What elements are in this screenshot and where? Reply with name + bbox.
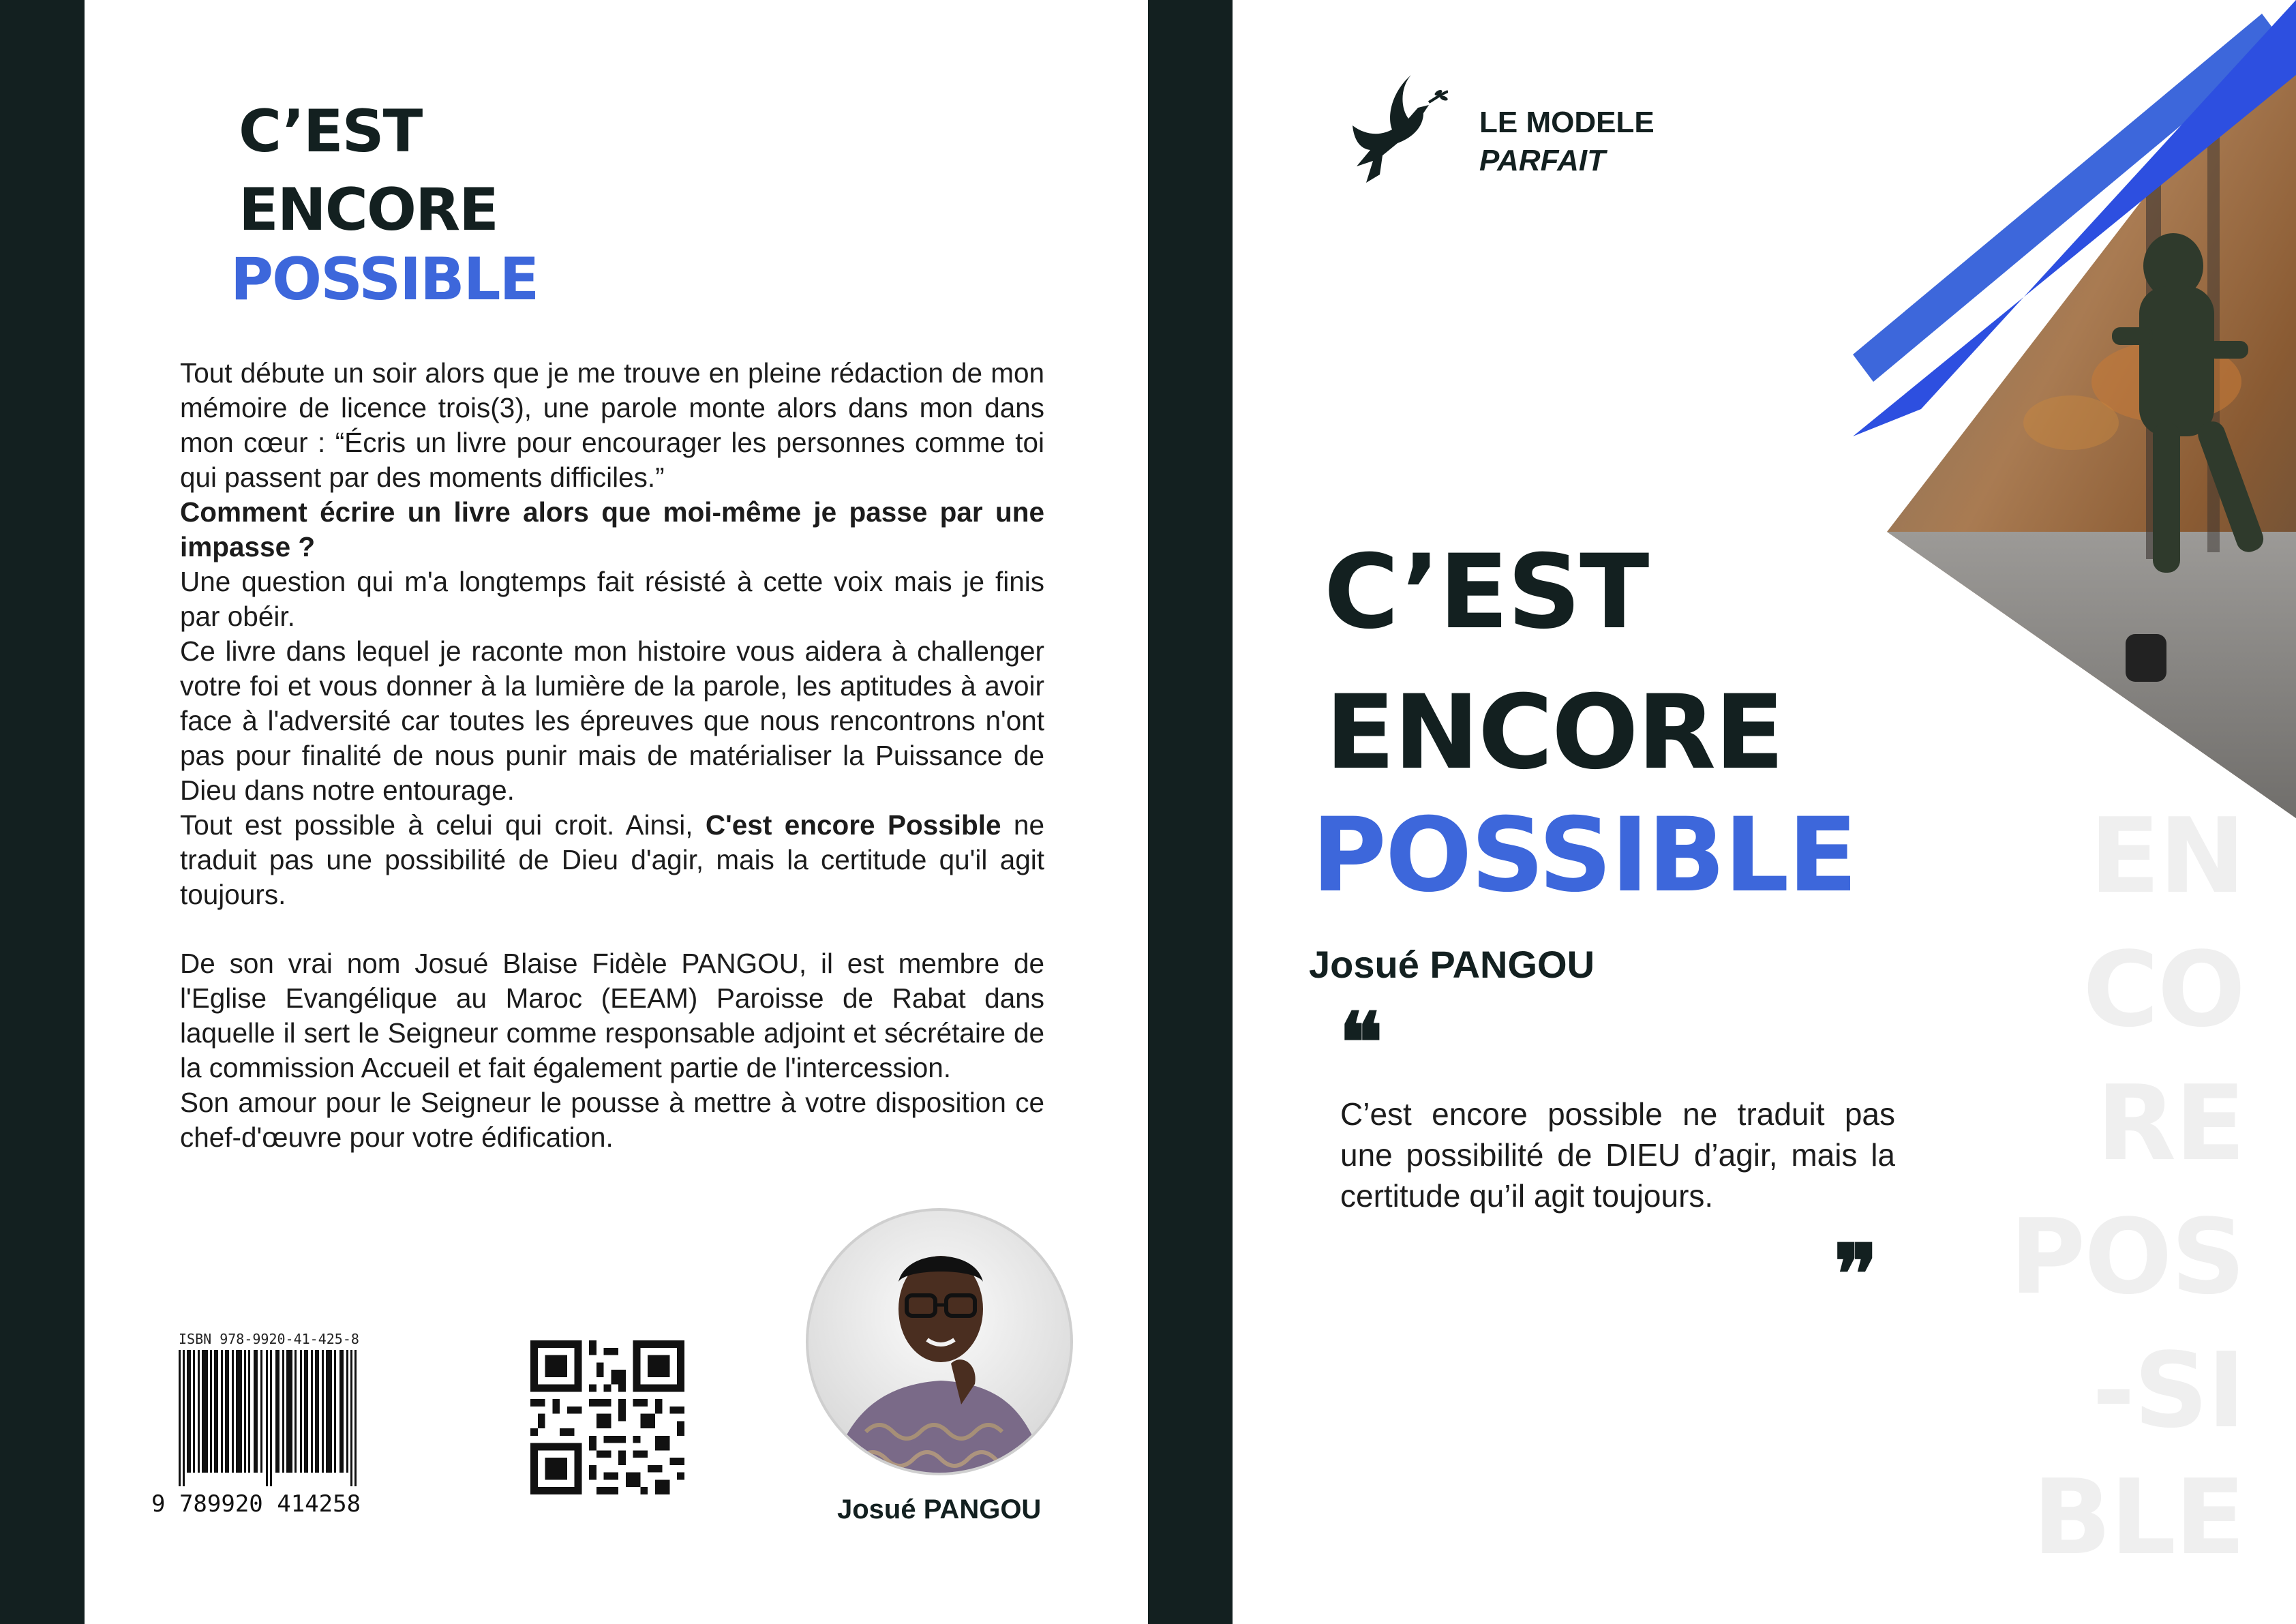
close-quote-icon: ❞: [1834, 1227, 1878, 1323]
cover-quote: C’est encore possible ne traduit pas une possibilité de DIEU d’agir, mais la certitude qu’il agit toujours.: [1340, 1096, 1895, 1214]
watermark-line: BLE: [2032, 1457, 2244, 1578]
qr-code-icon: [530, 1340, 684, 1494]
isbn-barcode: [151, 1331, 387, 1522]
watermark-line: POS: [2009, 1197, 2244, 1317]
left-edge-band: [0, 0, 85, 1624]
front-title-line-3: POSSIBLE: [1312, 796, 1856, 915]
open-quote-icon: ❝: [1339, 995, 1383, 1091]
watermark-line: CO: [2083, 929, 2244, 1050]
publisher-line-1: LE MODELE: [1479, 106, 1655, 139]
barcode-bars-icon: [151, 1350, 387, 1507]
back-title-line-3: POSSIBLE: [230, 245, 539, 314]
isbn-label: ISBN 978-9920-41-425-8: [179, 1331, 359, 1347]
watermark-line: EN: [2089, 796, 2244, 916]
author-caption: Josué PANGOU: [837, 1494, 1042, 1524]
back-title-line-1: C’EST: [239, 97, 422, 166]
back-title-line-2: ENCORE: [239, 176, 498, 244]
blurb-text: Tout est possible à celui qui croit. Ainsi,: [180, 809, 706, 841]
watermark-line: -SI: [2091, 1330, 2244, 1451]
publisher-name: [1479, 104, 1655, 180]
book-spine: [1148, 0, 1233, 1624]
publisher-line-2: PARFAIT: [1479, 144, 1605, 177]
watermark-line: RE: [2096, 1063, 2244, 1184]
author-portrait: [804, 1207, 1074, 1477]
blurb-question: Comment écrire un livre alors que moi-même je passe par une impasse ?: [180, 496, 1044, 562]
blurb-paragraph: Ce livre dans lequel je raconte mon histoire vous aidera à challenger votre foi et vous donner à la lumière de la parole, les aptitudes à avoir face à l'adversité car toutes les épreuves que nous rencontrons n'ont pas pour finalité de nous punir mais de matérialiser la Puissance de Dieu dans notre entourage.: [180, 635, 1044, 806]
blurb-paragraph: [180, 808, 1044, 912]
cover-photo-corner: [1853, 0, 2296, 818]
dove-icon: [1353, 74, 1448, 184]
front-author: Josué PANGOU: [1309, 943, 1595, 986]
front-title-line-2: ENCORE: [1325, 674, 1783, 792]
front-title-line-1: C’EST: [1324, 533, 1648, 652]
blurb-emphasis: C'est encore Possible: [705, 809, 1001, 841]
author-bio: Son amour pour le Seigneur le pousse à mettre à votre disposition ce chef-d'œuvre pour votre édification.: [180, 1087, 1044, 1153]
author-bio: De son vrai nom Josué Blaise Fidèle PANGOU, il est membre de l'Eglise Evangélique au Maroc (EEAM) Paroisse de Rabat dans laquelle il sert le Seigneur comme responsable adjoint et sécrétaire de la commission Accueil et fait également partie de l'intercession.: [180, 948, 1044, 1083]
ean-digits: 9 789920 414258: [151, 1490, 361, 1518]
blurb-paragraph: Tout débute un soir alors que je me trouve en pleine rédaction de mon mémoire de licence trois(3), une parole monte alors dans mon dans mon cœur : “Écris un livre pour encourager les personnes comme toi qui passent par des moments difficiles.”: [180, 357, 1044, 493]
blurb-text: ne traduit pas une possibilité de Dieu d'agir, mais la certitude qu'il agit toujours.: [180, 809, 1044, 910]
back-blurb: [180, 356, 1044, 1155]
blurb-paragraph: Une question qui m'a longtemps fait résisté à cette voix mais je finis par obéir.: [180, 566, 1044, 632]
